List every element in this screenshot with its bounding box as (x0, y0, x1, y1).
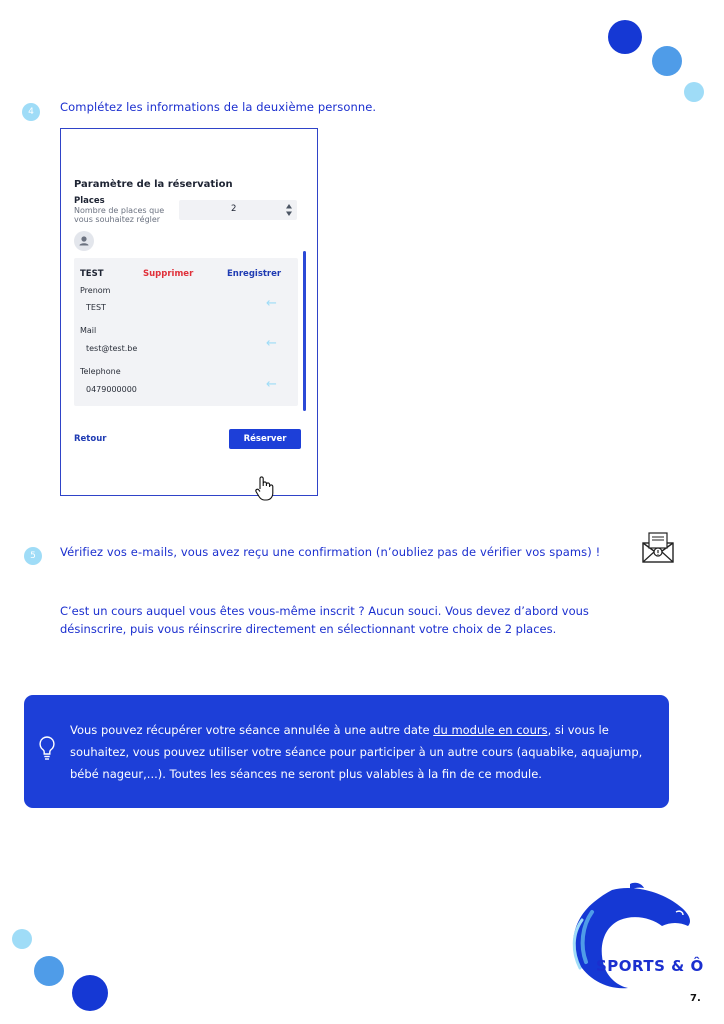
step-4-badge (22, 103, 40, 121)
firstname-arrow-icon: ← (266, 296, 277, 311)
firstname-label: Prenom (80, 286, 111, 295)
phone-input[interactable]: 0479000000 (86, 385, 137, 394)
page-number: 7. (690, 993, 701, 1004)
info-box (24, 695, 669, 808)
places-help-text: Nombre de places que vous souhaitez régler (74, 206, 165, 224)
places-value: 2 (231, 204, 237, 214)
reregister-paragraph-line1: C’est un cours auquel vous êtes vous-même inscrit ? Aucun souci. Vous devez d’abord vous (60, 604, 589, 618)
avatar (74, 231, 94, 251)
places-stepper[interactable] (179, 200, 297, 220)
hand-pointer-icon (253, 474, 277, 502)
phone-label: Telephone (80, 367, 121, 376)
dolphin-logo-icon (552, 882, 702, 992)
mail-arrow-icon: ← (266, 336, 277, 351)
card-scrollbar[interactable] (303, 251, 306, 411)
step-5-badge (24, 547, 42, 565)
decor-dot-medium (652, 46, 682, 76)
back-link[interactable]: Retour (74, 434, 107, 444)
reregister-paragraph-line2: désinscrire, puis vous réinscrire directement en sélectionnant votre choix de 2 places. (60, 622, 557, 636)
stepper-arrows-icon[interactable] (285, 202, 293, 218)
places-label: Places (74, 196, 105, 206)
person-card (74, 258, 298, 406)
module-link[interactable]: du module en cours (433, 723, 548, 737)
form-title: Paramètre de la réservation (74, 179, 233, 190)
email-envelope-icon (641, 530, 675, 564)
person-name: TEST (80, 269, 104, 279)
step-5-text: Vérifiez vos e-mails, vous avez reçu une confirmation (n’oubliez pas de vérifier vos spams) ! (60, 545, 601, 559)
step-5-number: 5 (30, 551, 36, 561)
info-text-part1: Vous pouvez récupérer votre séance annulée à une autre date (70, 723, 434, 737)
mail-input[interactable]: test@test.be (86, 344, 138, 353)
decor-dot-small (684, 82, 704, 102)
decor-dot-small-bottom (12, 929, 32, 949)
decor-dot-medium-bottom (34, 956, 64, 986)
decor-dot-large (608, 20, 642, 54)
info-text (70, 719, 650, 785)
info-text-part2: , si vous le souhaitez, vous pouvez utiliser votre séance pour participer à un autre cours (aquabike, aquajump, bébé nageur,...). Toutes les séances ne seront plus valables à la fin de ce module. (70, 723, 643, 781)
firstname-input[interactable]: TEST (86, 303, 106, 312)
delete-button[interactable]: Supprimer (143, 269, 194, 279)
decor-dot-large-bottom (72, 975, 108, 1011)
phone-arrow-icon: ← (266, 377, 277, 392)
step-4-text: Complétez les informations de la deuxième personne. (60, 100, 377, 114)
mail-label: Mail (80, 326, 97, 335)
reserve-button[interactable]: Réserver (229, 429, 301, 449)
lightbulb-icon (38, 735, 56, 763)
reservation-form-screenshot (60, 128, 318, 496)
brand-name: SPORTS & Ô (596, 957, 704, 975)
save-button[interactable]: Enregistrer (227, 269, 282, 279)
user-icon (74, 231, 94, 251)
step-4-number: 4 (28, 107, 34, 117)
